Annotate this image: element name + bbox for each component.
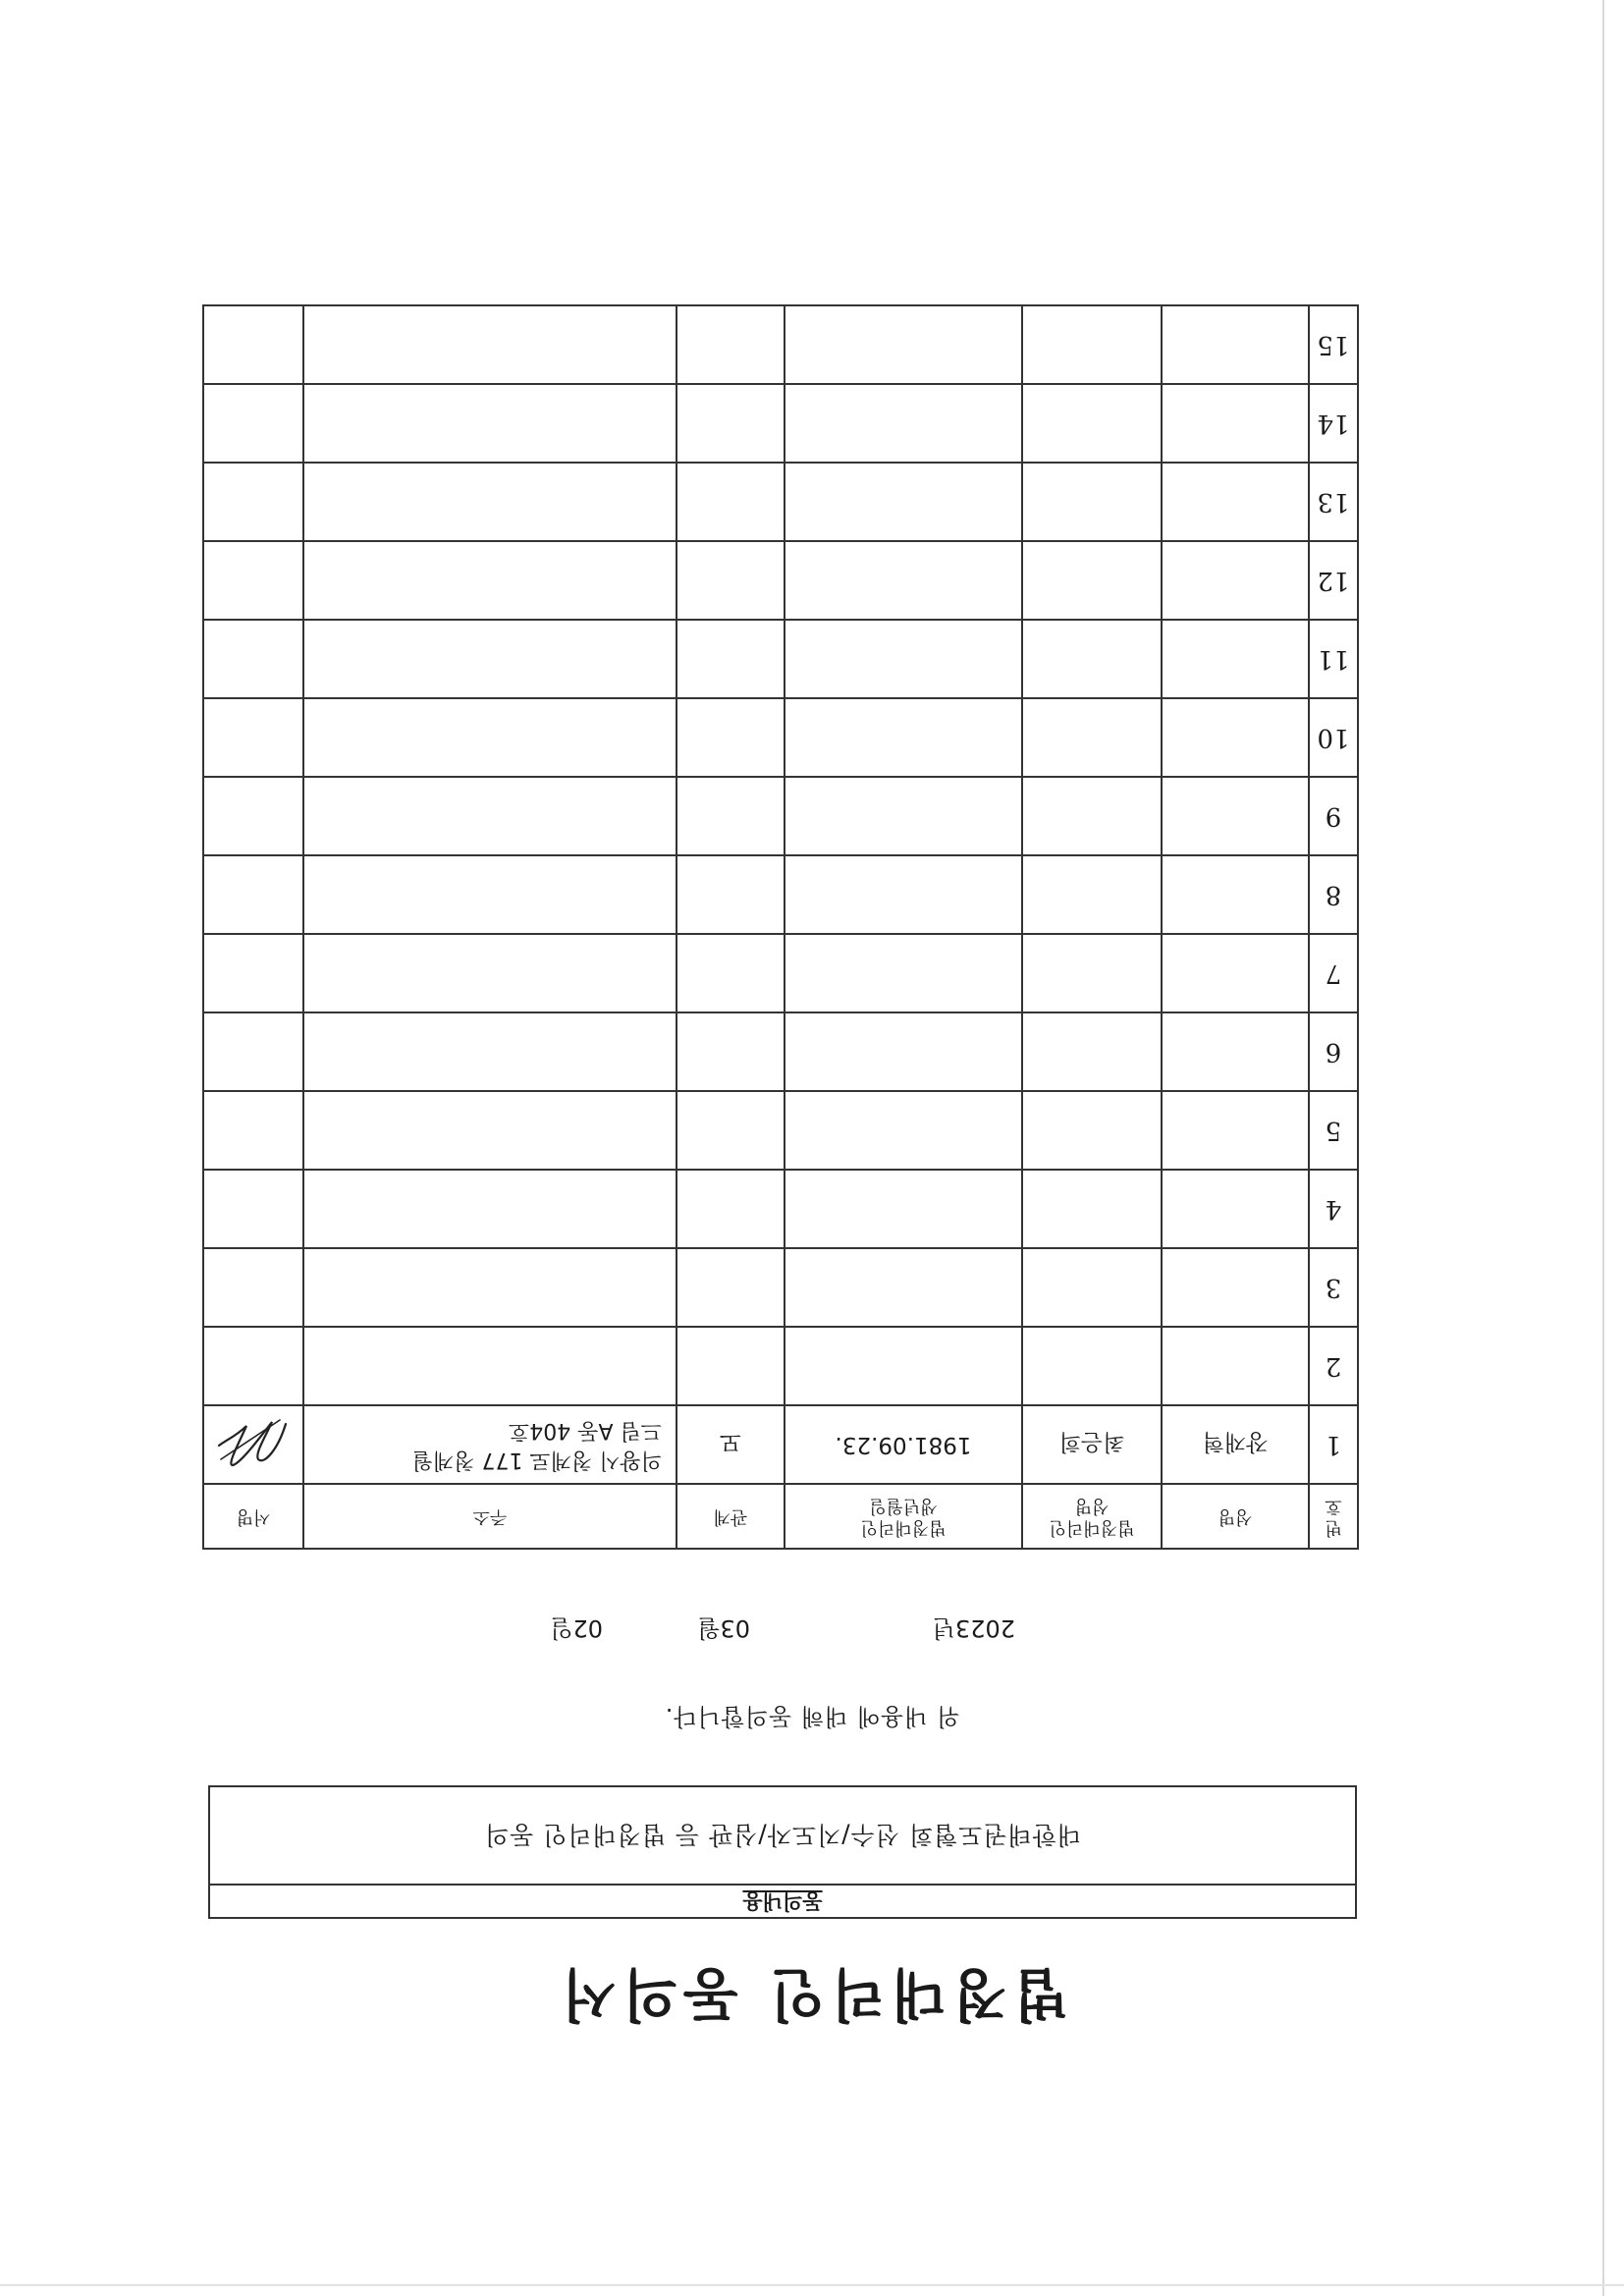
cell-guardian-name: [1022, 1170, 1162, 1248]
table-row: [203, 698, 1358, 777]
date-month: 03월: [697, 1614, 750, 1642]
address-line: 드림 A동 404호: [508, 1418, 662, 1443]
table-row: [203, 1327, 1358, 1405]
header-address: [303, 1484, 677, 1549]
header-no-line: 번: [1325, 1517, 1342, 1538]
cell-name: 장재혁: [1162, 1405, 1309, 1484]
table-row: [203, 541, 1358, 620]
cell-name: [1162, 541, 1309, 620]
cell-guardian-birth: [785, 305, 1022, 384]
cell-relation: [677, 1170, 785, 1248]
cell-guardian-birth: 1981.09.23.: [785, 1405, 1022, 1484]
cell-guardian-name: [1022, 855, 1162, 934]
row-number: 6: [1309, 1012, 1358, 1091]
cell-guardian-birth: [785, 777, 1022, 855]
scan-edge: [0, 2284, 1624, 2286]
signers-table: [202, 304, 1359, 1550]
table-row: [203, 463, 1358, 541]
header-guardian-name-line: 성명: [1074, 1496, 1110, 1516]
row-number: 9: [1309, 777, 1358, 855]
agreement-sentence: 위 내용에 대해 동의합니다.: [664, 1703, 960, 1730]
cell-guardian-name: [1022, 463, 1162, 541]
table-row: [203, 1405, 1358, 1484]
cell-guardian-name: [1022, 1327, 1162, 1405]
cell-relation: [677, 463, 785, 541]
cell-name: [1162, 1170, 1309, 1248]
cell-relation: [677, 384, 785, 463]
header-guardian-birth-line: 생년월일: [869, 1496, 938, 1516]
cell-signature: [203, 1405, 303, 1484]
table-row: [203, 1091, 1358, 1170]
cell-name: [1162, 1248, 1309, 1327]
cell-name: [1162, 463, 1309, 541]
cell-address: [303, 1170, 677, 1248]
header-relation: [677, 1484, 785, 1549]
cell-address: [303, 384, 677, 463]
cell-signature: [203, 1327, 303, 1405]
cell-guardian-birth: [785, 934, 1022, 1012]
header-guardian-name-line: 법정대리인: [1049, 1517, 1135, 1538]
cell-guardian-name: [1022, 384, 1162, 463]
header-name-text: 성명: [1218, 1506, 1253, 1527]
cell-name: [1162, 698, 1309, 777]
cell-guardian-birth: [785, 698, 1022, 777]
cell-address: [303, 934, 677, 1012]
cell-relation: 모: [677, 1405, 785, 1484]
cell-name: [1162, 1327, 1309, 1405]
row-number: 7: [1309, 934, 1358, 1012]
cell-relation: [677, 855, 785, 934]
cell-name: [1162, 384, 1309, 463]
row-number: 13: [1309, 463, 1358, 541]
cell-relation: [677, 305, 785, 384]
table-row: [203, 855, 1358, 934]
consent-heading: [210, 1884, 1355, 1917]
document-title: 법정대리인 동의서: [555, 1961, 1069, 2028]
cell-guardian-name: [1022, 1248, 1162, 1327]
cell-signature: [203, 620, 303, 698]
cell-relation: [677, 541, 785, 620]
cell-name: [1162, 855, 1309, 934]
handwritten-signature: [209, 1410, 298, 1479]
row-number: 12: [1309, 541, 1358, 620]
cell-guardian-birth: [785, 1012, 1022, 1091]
cell-relation: [677, 1012, 785, 1091]
row-number: 8: [1309, 855, 1358, 934]
address-line: 의왕시 청계로 177 청계월: [411, 1448, 662, 1472]
cell-signature: [203, 1248, 303, 1327]
cell-relation: [677, 1248, 785, 1327]
scan-edge: [1602, 0, 1604, 2296]
cell-address: [303, 1405, 677, 1484]
cell-signature: [203, 1170, 303, 1248]
cell-signature: [203, 463, 303, 541]
header-guardian-name: [1022, 1484, 1162, 1549]
cell-guardian-name: [1022, 698, 1162, 777]
table-row: [203, 305, 1358, 384]
cell-signature: [203, 855, 303, 934]
table-row: [203, 777, 1358, 855]
header-address-text: 주소: [472, 1506, 508, 1527]
cell-relation: [677, 620, 785, 698]
table-row: [203, 1248, 1358, 1327]
cell-guardian-birth: [785, 1248, 1022, 1327]
cell-address: [303, 777, 677, 855]
cell-address: [303, 541, 677, 620]
cell-guardian-name: [1022, 934, 1162, 1012]
table-row: [203, 620, 1358, 698]
cell-address: [303, 855, 677, 934]
cell-signature: [203, 934, 303, 1012]
cell-signature: [203, 305, 303, 384]
cell-name: [1162, 620, 1309, 698]
cell-guardian-name: [1022, 541, 1162, 620]
header-no: [1309, 1484, 1358, 1549]
cell-address: [303, 463, 677, 541]
cell-signature: [203, 384, 303, 463]
cell-guardian-birth: [785, 463, 1022, 541]
row-number: 14: [1309, 384, 1358, 463]
header-name: [1162, 1484, 1309, 1549]
consent-section: [208, 1785, 1357, 1919]
row-number: 5: [1309, 1091, 1358, 1170]
cell-guardian-birth: [785, 1327, 1022, 1405]
cell-name: [1162, 777, 1309, 855]
header-guardian-birth-line: 법정대리인: [860, 1517, 947, 1538]
header-no-line: 호: [1325, 1496, 1342, 1516]
table-row: [203, 384, 1358, 463]
cell-signature: [203, 1091, 303, 1170]
date-day: 02일: [550, 1614, 603, 1642]
table-row: [203, 934, 1358, 1012]
cell-guardian-name: [1022, 620, 1162, 698]
cell-signature: [203, 777, 303, 855]
row-number: 2: [1309, 1327, 1358, 1405]
row-number: 10: [1309, 698, 1358, 777]
signers-table-body: [203, 305, 1358, 1484]
header-signature: [203, 1484, 303, 1549]
cell-name: [1162, 934, 1309, 1012]
cell-name: [1162, 1012, 1309, 1091]
cell-address: [303, 620, 677, 698]
cell-guardian-birth: [785, 1091, 1022, 1170]
cell-guardian-birth: [785, 384, 1022, 463]
cell-guardian-birth: [785, 855, 1022, 934]
cell-guardian-name: [1022, 777, 1162, 855]
row-number: 4: [1309, 1170, 1358, 1248]
cell-signature: [203, 1012, 303, 1091]
row-number: 3: [1309, 1248, 1358, 1327]
cell-address: [303, 1091, 677, 1170]
consent-heading-text: 동의내용: [742, 1889, 823, 1913]
date-year: 2023년: [932, 1614, 1015, 1642]
table-header-row: [203, 1484, 1358, 1549]
header-guardian-birth: [785, 1484, 1022, 1549]
row-number: 15: [1309, 305, 1358, 384]
cell-address: [303, 305, 677, 384]
cell-relation: [677, 1091, 785, 1170]
cell-address: [303, 1012, 677, 1091]
cell-relation: [677, 777, 785, 855]
consent-content: 대한태권도협회 선수/지도자/심판 등 법정대리인 동의: [484, 1821, 1081, 1849]
cell-signature: [203, 541, 303, 620]
header-signature-text: 서명: [236, 1506, 271, 1527]
cell-address: [303, 1248, 677, 1327]
cell-guardian-name: 최은희: [1022, 1405, 1162, 1484]
cell-signature: [203, 698, 303, 777]
cell-relation: [677, 698, 785, 777]
row-number: 11: [1309, 620, 1358, 698]
cell-name: [1162, 1091, 1309, 1170]
cell-guardian-birth: [785, 620, 1022, 698]
header-relation-text: 관계: [713, 1506, 748, 1527]
cell-guardian-birth: [785, 1170, 1022, 1248]
table-row: [203, 1170, 1358, 1248]
cell-relation: [677, 1327, 785, 1405]
cell-guardian-birth: [785, 541, 1022, 620]
row-number: 1: [1309, 1405, 1358, 1484]
cell-address: [303, 1327, 677, 1405]
cell-name: [1162, 305, 1309, 384]
cell-guardian-name: [1022, 1091, 1162, 1170]
cell-address: [303, 698, 677, 777]
cell-relation: [677, 934, 785, 1012]
table-row: [203, 1012, 1358, 1091]
cell-guardian-name: [1022, 1012, 1162, 1091]
cell-guardian-name: [1022, 305, 1162, 384]
